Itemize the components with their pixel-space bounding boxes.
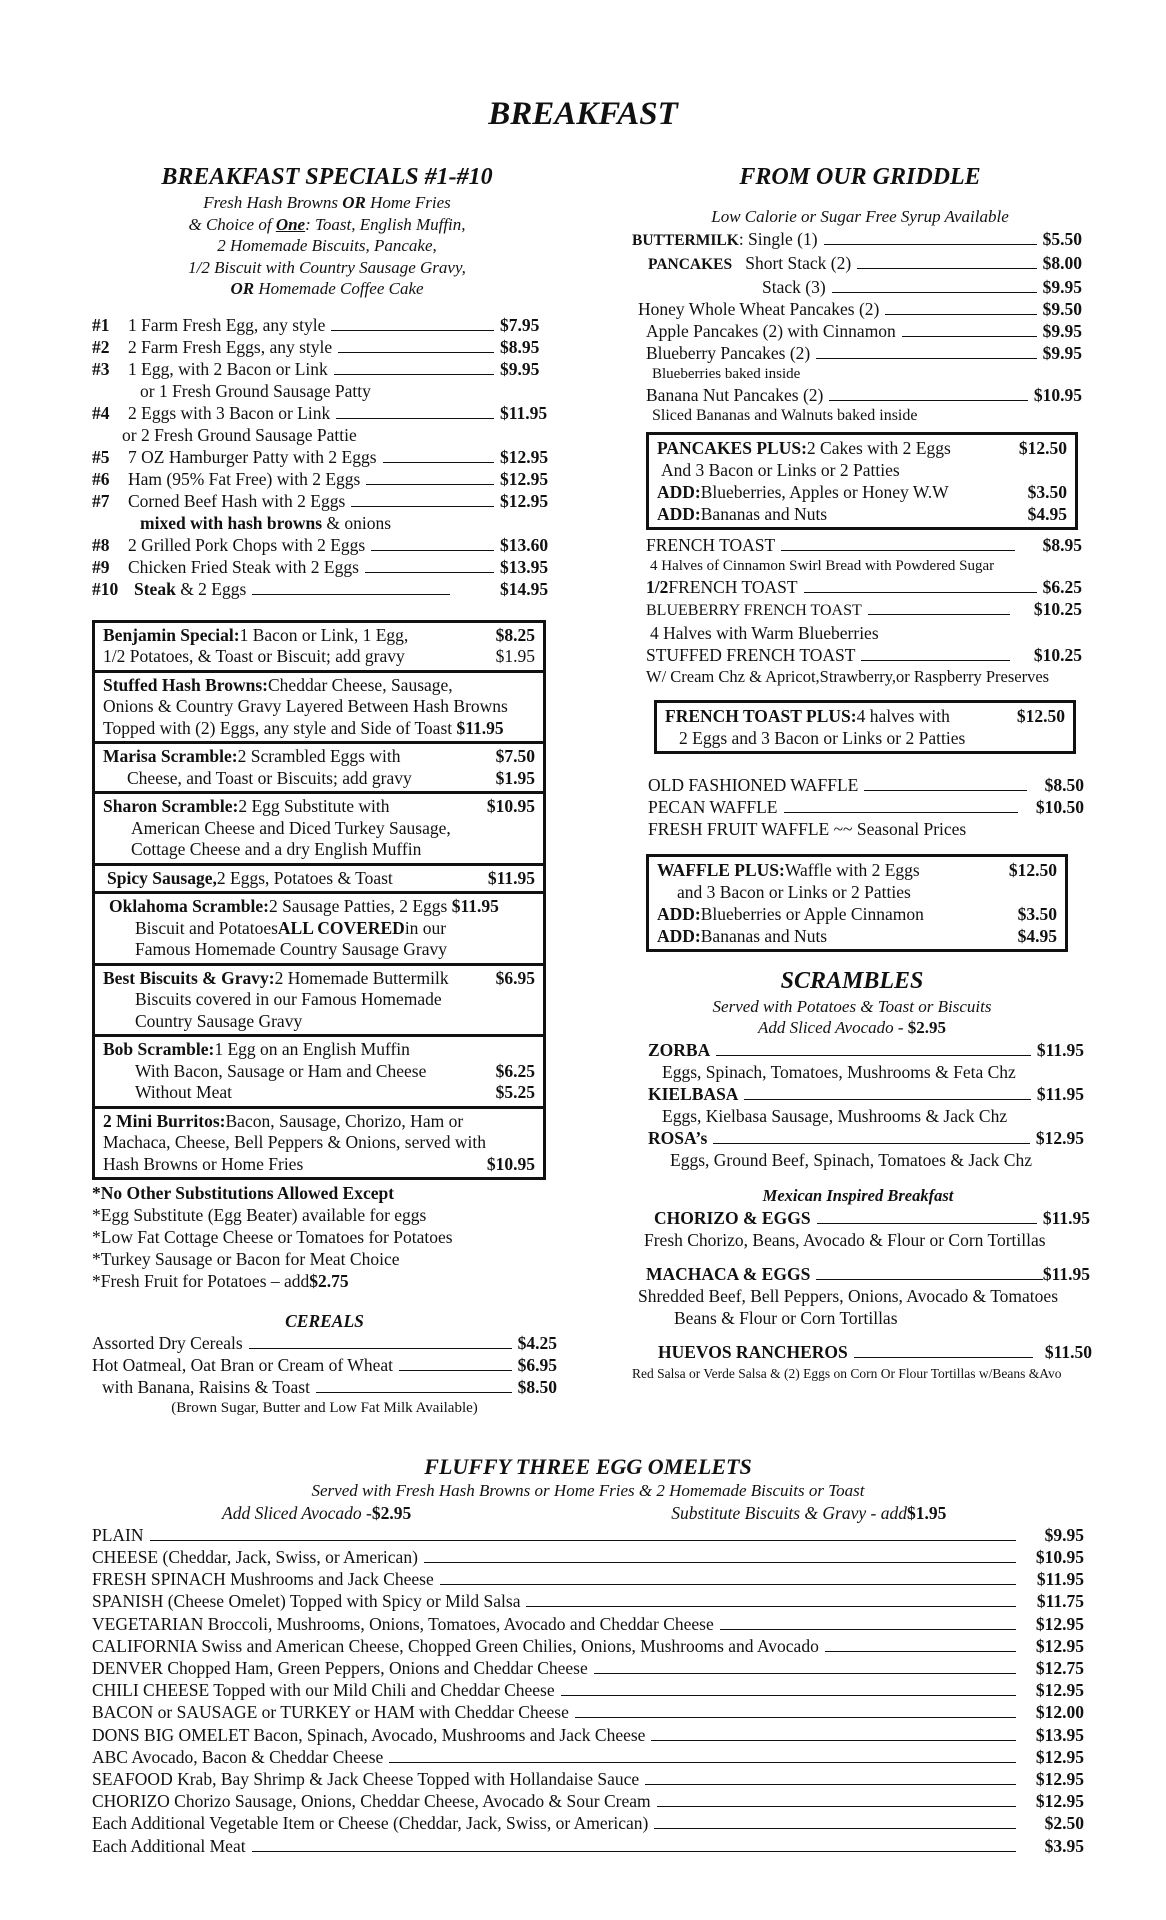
omelet-item: SPANISH (Cheese Omelet) Topped with Spicy or Mild Salsa $11.75 [92,1591,1084,1612]
special-item: #7 Corned Beef Hash with 2 Eggs $12.95 [92,490,549,511]
cereal-item: with Banana, Raisins & Toast $8.50 [102,1377,557,1397]
mexican-list: CHORIZO & EGGS $11.95 Fresh Chorizo, Beans, Avocado & Flour or Corn Tortillas MACHACA & EGGS $11.95 Shredded Beef, Bell Peppers, Onions, Avocado & Tomatoes Beans & Flour or Corn Tortillas HUEVOS RANCHEROS $11.50 Red Salsa or Verde Salsa & (2) Eggs on Corn Or Flour Tortillas w/Beans &Avo [632,1207,1092,1381]
cereal-item: Assorted Dry Cereals $4.25 [92,1333,557,1353]
special-item: #8 2 Grilled Pork Chops with 2 Eggs $13.60 [92,534,549,555]
omelet-item: CHORIZO Chorizo Sausage, Onions, Cheddar Cheese, Avocado & Sour Cream $12.95 [92,1791,1084,1812]
cereal-item: Hot Oatmeal, Oat Bran or Cream of Wheat $6.95 [92,1355,557,1375]
omelet-item: DONS BIG OMELET Bacon, Spinach, Avocado, Mushrooms and Jack Cheese $13.95 [92,1724,1084,1745]
oklahoma-scramble: Oklahoma Scramble: 2 Sausage Patties, 2 Eggs $11.95 Biscuit and Potatoes ALL COVERED in our Famous Homemade Country Sausage Gravy [92,894,546,966]
spicy-sausage: Spicy Sausage, 2 Eggs, Potatoes & Toast $11.95 [92,866,546,895]
omelet-item: VEGETARIAN Broccoli, Mushrooms, Onions, Tomatoes, Avocado and Cheddar Cheese $12.95 [92,1613,1084,1634]
griddle-heading: FROM OUR GRIDDLE [739,164,981,190]
omelets-section [92,1454,1084,1857]
sharon-scramble: Sharon Scramble: 2 Egg Substitute with $10.95 American Cheese and Diced Turkey Sausage, Cottage Cheese and a dry English Muffin [92,794,546,866]
omelet-item: FRESH SPINACH Mushrooms and Jack Cheese $11.95 [92,1569,1084,1590]
omelet-item: CHEESE (Cheddar, Jack, Swiss, or American) $10.95 [92,1546,1084,1567]
french-toast-plus-box: FRENCH TOAST PLUS: 4 halves with $12.50 2 Eggs and 3 Bacon or Links or 2 Patties [654,700,1076,754]
stuffed-hash-browns: Stuffed Hash Browns: Cheddar Cheese, Sausage, Onions & Country Gravy Layered Between Hash Browns Topped with (2) Eggs, any style and Side of Toast $11.95 [92,673,546,745]
specials-intro-line: Fresh Hash Browns OR Home Fries [203,193,451,212]
special-item: #9 Chicken Fried Steak with 2 Eggs $13.95 [92,556,549,577]
special-item: #5 7 OZ Hamburger Patty with 2 Eggs $12.95 [92,446,549,467]
special-item: #10 Steak & 2 Eggs $14.95 [92,578,549,599]
special-item: #6 Ham (95% Fat Free) with 2 Eggs $12.95 [92,468,549,489]
special-item-sub: mixed with hash browns & onions [140,512,392,533]
substitutions: *No Other Substitutions Allowed Except *Egg Substitute (Egg Beater) available for eggs *Low Fat Cottage Cheese or Tomatoes for Potatoes *Turkey Sausage or Bacon for Meat Choice *Fresh Fruit for Potatoes – add $2.75 [92,1183,453,1291]
specials-intro-line: & Choice of One: Toast, English Muffin, [188,214,466,234]
mexican-heading: Mexican Inspired Breakfast [762,1185,954,1205]
special-item: #3 1 Egg, with 2 Bacon or Link $9.95 [92,358,540,379]
griddle-list: BUTTERMILK : Single (1) $5.50 PANCAKES Short Stack (2) $8.00 Stack (3) $9.95 Honey Whole Wheat Pancakes (2) $9.50 Apple Pancakes (2) with Cinnamon $9.95 Blueberry Pancakes (2) $9.95 Blueberries baked inside Banana Nut Pancakes (2) $10.95 Sliced Bananas and Walnuts baked inside [632,228,1082,424]
omelet-item: PLAIN $9.95 [92,1524,1084,1545]
scrambles-heading: SCRAMBLES [780,967,924,994]
cereals [92,1310,557,1418]
omelets-note: Served with Fresh Hash Browns or Home Fries & 2 Homemade Biscuits or Toast [311,1481,865,1500]
omelet-item: CHILI CHEESE Topped with our Mild Chili and Cheddar Cheese $12.95 [92,1680,1084,1701]
specials-heading: BREAKFAST SPECIALS #1-#10 [161,164,493,190]
special-item-sub: or 1 Fresh Ground Sausage Patty [140,380,371,401]
specials-intro-line: 1/2 Biscuit with Country Sausage Gravy, [188,257,466,277]
specials-intro-line: OR Homemade Coffee Cake [230,279,424,298]
special-item: #1 1 Farm Fresh Egg, any style $7.95 [92,314,540,335]
left-column [92,162,562,1418]
benjamin-special: Benjamin Special: 1 Bacon or Link, 1 Egg, $8.25 1/2 Potatoes, & Toast or Biscuit; add gravy $1.95 [92,620,546,673]
scrambles-note: Served with Potatoes & Toast or Biscuits [712,996,992,1016]
scrambles-avocado: Add Sliced Avocado - $2.95 [757,1018,947,1037]
right-column [632,162,1122,1385]
cereals-heading: CEREALS [285,1311,364,1331]
specials-list [92,314,562,600]
special-item: #2 2 Farm Fresh Eggs, any style $8.95 [92,336,540,357]
omelet-item: Each Additional Meat $3.95 [92,1835,1084,1856]
special-item-sub: or 2 Fresh Ground Sausage Pattie [122,424,357,445]
omelets-addons: Add Sliced Avocado - $2.95 Substitute Biscuits & Gravy - add $1.95 [222,1502,947,1523]
bob-scramble: Bob Scramble: 1 Egg on an English Muffin With Bacon, Sausage or Ham and Cheese $6.25 Without Meat $5.25 [92,1037,546,1109]
omelets-list [92,1524,1084,1857]
pancakes-plus-box: PANCAKES PLUS: 2 Cakes with 2 Eggs $12.50 And 3 Bacon or Links or 2 Patties ADD: Blueberries, Apples or Honey W.W $3.50 ADD: Bananas and Nuts $4.95 [646,432,1078,530]
waffle-list: OLD FASHIONED WAFFLE $8.50 PECAN WAFFLE $10.50 FRESH FRUIT WAFFLE ~~ Seasonal Prices [648,774,1084,839]
omelet-item: DENVER Chopped Ham, Green Peppers, Onions and Cheddar Cheese $12.75 [92,1657,1084,1678]
special-item: #4 2 Eggs with 3 Bacon or Link $11.95 [92,402,548,423]
french-toast-list: FRENCH TOAST $8.95 4 Halves of Cinnamon Swirl Bread with Powdered Sugar 1/2 FRENCH TOAST $6.25 BLUEBERRY FRENCH TOAST $10.25 4 Halves with Warm Blueberries STUFFED FRENCH TOAST $10.25 W/ Cream Chz & Apricot,Strawberry,or Raspberry Preserves [646,534,1082,686]
page-title: BREAKFAST [488,96,678,132]
syrup-note: Low Calorie or Sugar Free Syrup Available [711,207,1009,226]
mini-burritos: 2 Mini Burritos: Bacon, Sausage, Chorizo, Ham or Machaca, Cheese, Bell Peppers & Onions, served with Hash Browns or Home Fries $10.95 [92,1109,546,1181]
omelets-heading: FLUFFY THREE EGG OMELETS [424,1454,752,1479]
waffle-plus-box: WAFFLE PLUS: Waffle with 2 Eggs $12.50 and 3 Bacon or Links or 2 Patties ADD: Blueberries or Apple Cinnamon $3.50 ADD: Bananas and Nuts $4.95 [646,854,1068,952]
best-biscuits-gravy: Best Biscuits & Gravy: 2 Homemade Buttermilk $6.95 Biscuits covered in our Famous Homemade Country Sausage Gravy [92,966,546,1038]
specials-intro [92,192,562,300]
omelet-item: SEAFOOD Krab, Bay Shrimp & Jack Cheese Topped with Hollandaise Sauce $12.95 [92,1768,1084,1789]
cereals-note: (Brown Sugar, Butter and Low Fat Milk Available) [171,1400,478,1416]
marisa-scramble: Marisa Scramble: 2 Scrambled Eggs with $7.50 Cheese, and Toast or Biscuits; add gravy $1.95 [92,744,546,794]
omelet-item: ABC Avocado, Bacon & Cheddar Cheese $12.95 [92,1746,1084,1767]
specials-intro-line: 2 Homemade Biscuits, Pancake, [217,236,437,255]
omelet-item: CALIFORNIA Swiss and American Cheese, Chopped Green Chilies, Onions, Mushrooms and Avocado $12.95 [92,1635,1084,1656]
omelet-item: Each Additional Vegetable Item or Cheese (Cheddar, Jack, Swiss, or American) $2.50 [92,1813,1084,1834]
specials-boxes [92,620,546,1181]
scrambles-list: ZORBA $11.95 Eggs, Spinach, Tomatoes, Mushrooms & Feta Chz KIELBASA $11.95 Eggs, Kielbasa Sausage, Mushrooms & Jack Chz ROSA’s $12.95 Eggs, Ground Beef, Spinach, Tomatoes & Jack Chz [648,1039,1084,1170]
omelet-item: BACON or SAUSAGE or TURKEY or HAM with Cheddar Cheese $12.00 [92,1702,1084,1723]
